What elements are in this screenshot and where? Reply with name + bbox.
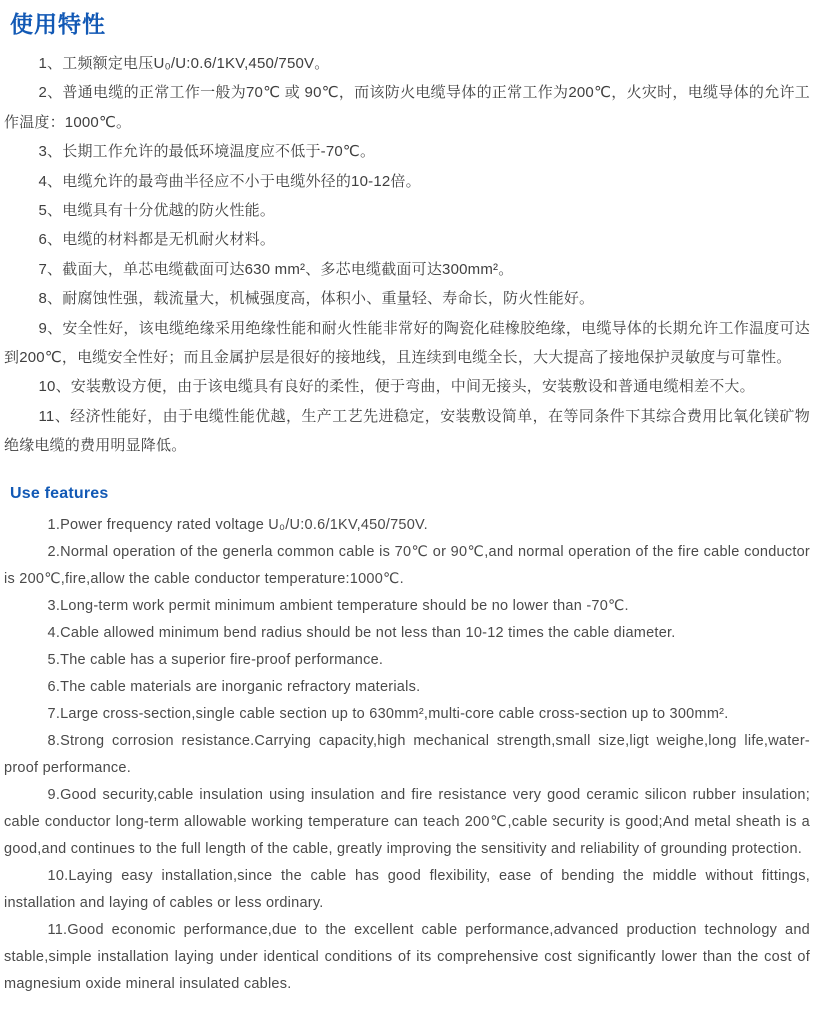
en-feature-item-2: 2.Normal operation of the generla common cable is 70℃ or 90℃,and normal operation of the fire cable conductor is 200℃,fire,allow the cable conductor temperature:1000℃. bbox=[4, 543, 810, 587]
cn-feature-item-3: 3、长期工作允许的最低环境温度应不低于-70℃。 bbox=[38, 143, 376, 161]
cn-feature-item-8: 8、耐腐蚀性强，载流量大，机械强度高，体积小、重量轻、寿命长，防火性能好。 bbox=[38, 290, 595, 308]
en-feature-item-7: 7.Large cross-section,single cable section up to 630mm²,multi-core cable cross-section up to 300mm². bbox=[47, 705, 729, 722]
cn-feature-item-7: 7、截面大，单芯电缆截面可达630 mm²、多芯电缆截面可达300mm²。 bbox=[38, 260, 514, 278]
cn-feature-item-4: 4、电缆允许的最弯曲半径应不小于电缆外径的10-12倍。 bbox=[38, 172, 421, 190]
en-feature-item-4: 4.Cable allowed minimum bend radius should be not less than 10-12 times the cable diameter. bbox=[47, 624, 676, 641]
en-feature-item-8: 8.Strong corrosion resistance.Carrying capacity,high mechanical strength,small size,ligt weighe,long life,water-proof performance. bbox=[4, 732, 810, 776]
cn-feature-item-11: 11、经济性能好，由于电缆性能优越，生产工艺先进稳定，安装敷设简单，在等同条件下其综合费用比氧化镁矿物绝缘电缆的费用明显降低。 bbox=[4, 407, 810, 455]
en-feature-item-10: 10.Laying easy installation,since the cable has good flexibility, ease of bending the middle without fittings, installation and laying of cables or less ordinary. bbox=[4, 867, 810, 911]
cn-feature-item-2: 2、普通电缆的正常工作一般为70℃ 或 90℃，而该防火电缆导体的正常工作为200℃，火灾时，电缆导体的允许工作温度：1000℃。 bbox=[4, 84, 810, 131]
english-features-section bbox=[4, 512, 810, 998]
chinese-features-section bbox=[4, 49, 810, 461]
chinese-section-title: 使用特性 bbox=[10, 11, 106, 37]
en-feature-item-6: 6.The cable materials are inorganic refractory materials. bbox=[47, 678, 421, 695]
cn-feature-item-1: 1、工频额定电压U₀/U:0.6/1KV,450/750V。 bbox=[38, 55, 330, 72]
en-feature-item-3: 3.Long-term work permit minimum ambient temperature should be no lower than -70℃. bbox=[47, 597, 629, 614]
cn-feature-item-9: 9、安全性好，该电缆绝缘采用绝缘性能和耐火性能非常好的陶瓷化硅橡胶绝缘，电缆导体的长期允许工作温度可达到200℃，电缆安全性好；而且金属护层是很好的接地线，且连续到电缆全长，大大提高了接地保护灵敏度与可靠性。 bbox=[4, 319, 810, 367]
en-feature-item-11: 11.Good economic performance,due to the excellent cable performance,advanced production technology and stable,simple installation laying under identical conditions of its comprehensive cost significantly lower than the cost of magnesium oxide mineral insulated cables. bbox=[4, 921, 810, 992]
en-feature-item-5: 5.The cable has a superior fire-proof performance. bbox=[47, 651, 384, 668]
en-feature-item-1: 1.Power frequency rated voltage U₀/U:0.6/1KV,450/750V. bbox=[47, 516, 428, 533]
cn-feature-item-10: 10、安装敷设方便，由于该电缆具有良好的柔性，便于弯曲，中间无接头，安装敷设和普通电缆相差不大。 bbox=[38, 378, 755, 396]
cn-feature-item-6: 6、电缆的材料都是无机耐火材料。 bbox=[38, 231, 276, 249]
cn-feature-item-5: 5、电缆具有十分优越的防火性能。 bbox=[38, 202, 276, 220]
en-feature-item-9: 9.Good security,cable insulation using insulation and fire resistance very good ceramic silicon rubber insulation; cable conductor long-term allowable working temperature can teach 200℃,cable security is good;And metal sheath is a good,and continues to the full length of the cable, greatly improving the sensitivity and reliability of grounding protection. bbox=[4, 786, 810, 857]
english-section-title: Use features bbox=[10, 484, 109, 502]
